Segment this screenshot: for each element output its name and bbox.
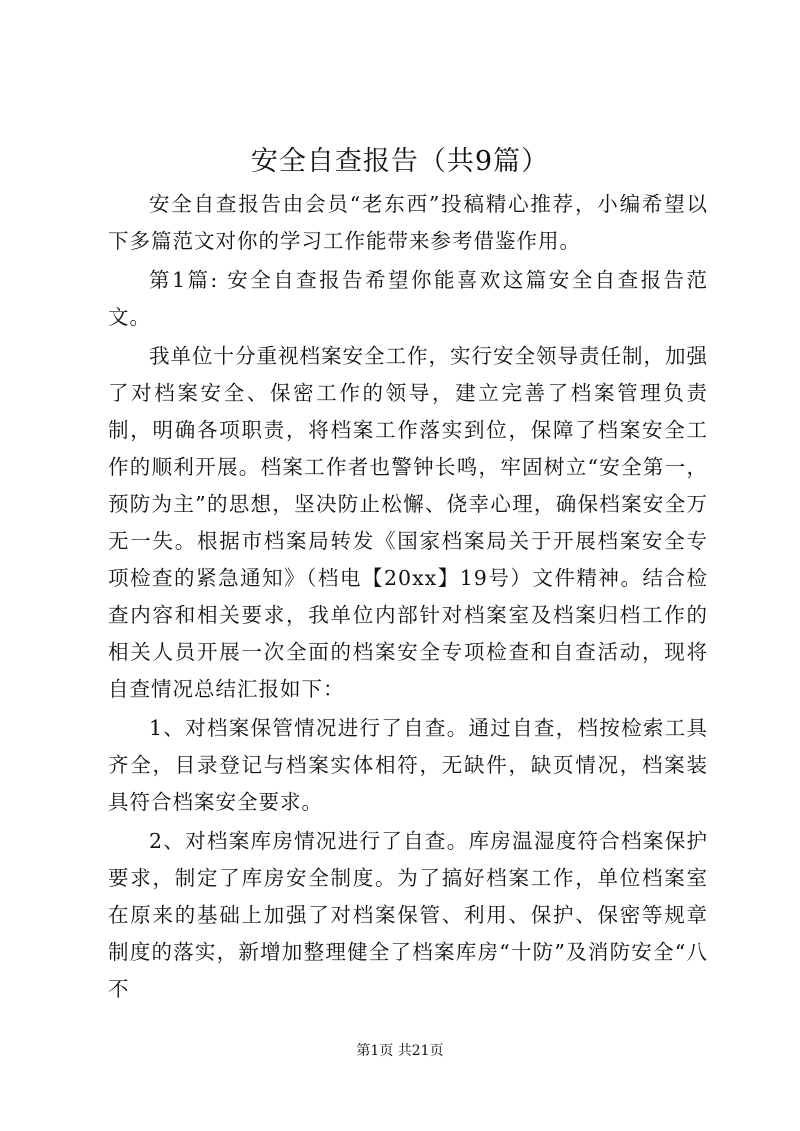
- document-title: 安全自查报告（共9篇）: [250, 146, 550, 177]
- paragraph-intro: 安全自查报告由会员“老东西”投稿精心推荐，小编希望以下多篇范文对你的学习工作能带来参考借鉴作用。: [108, 192, 708, 253]
- document-body: [108, 186, 708, 1008]
- paragraph-item-2: 2、对档案库房情况进行了自查。库房温湿度符合档案保护要求，制定了库房安全制度。为了搞好档案工作，单位档案室在原来的基础上加强了对档案保管、利用、保护、保密等规章制度的落实，新增加整理健全了档案库房“十防”及消防安全“八不: [108, 829, 708, 1001]
- page-footer: 第1页 共21页: [356, 1043, 444, 1059]
- paragraph-article-heading: 第1篇: 安全自查报告希望你能喜欢这篇安全自查报告范文。: [108, 268, 708, 329]
- paragraph-main: 我单位十分重视档案安全工作，实行安全领导责任制，加强了对档案安全、保密工作的领导，建立完善了档案管理负责制，明确各项职责，将档案工作落实到位，保障了档案安全工作的顺利开展。档案工作者也警钟长鸣，牢固树立“安全第一，预防为主”的思想，坚决防止松懈、侥幸心理，确保档案安全万无一失。根据市档案局转发《国家档案局关于开展档案安全专项检查的紧急通知》（档电【20xx】19号）文件精神。结合检查内容和相关要求，我单位内部针对档案室及档案归档工作的相关人员开展一次全面的档案安全专项检查和自查活动，现将自查情况总结汇报如下：: [108, 344, 708, 701]
- paragraph-item-1: 1、对档案保管情况进行了自查。通过自查，档按检索工具齐全，目录登记与档案实体相符，无缺件，缺页情况，档案装具符合档案安全要求。: [108, 716, 708, 814]
